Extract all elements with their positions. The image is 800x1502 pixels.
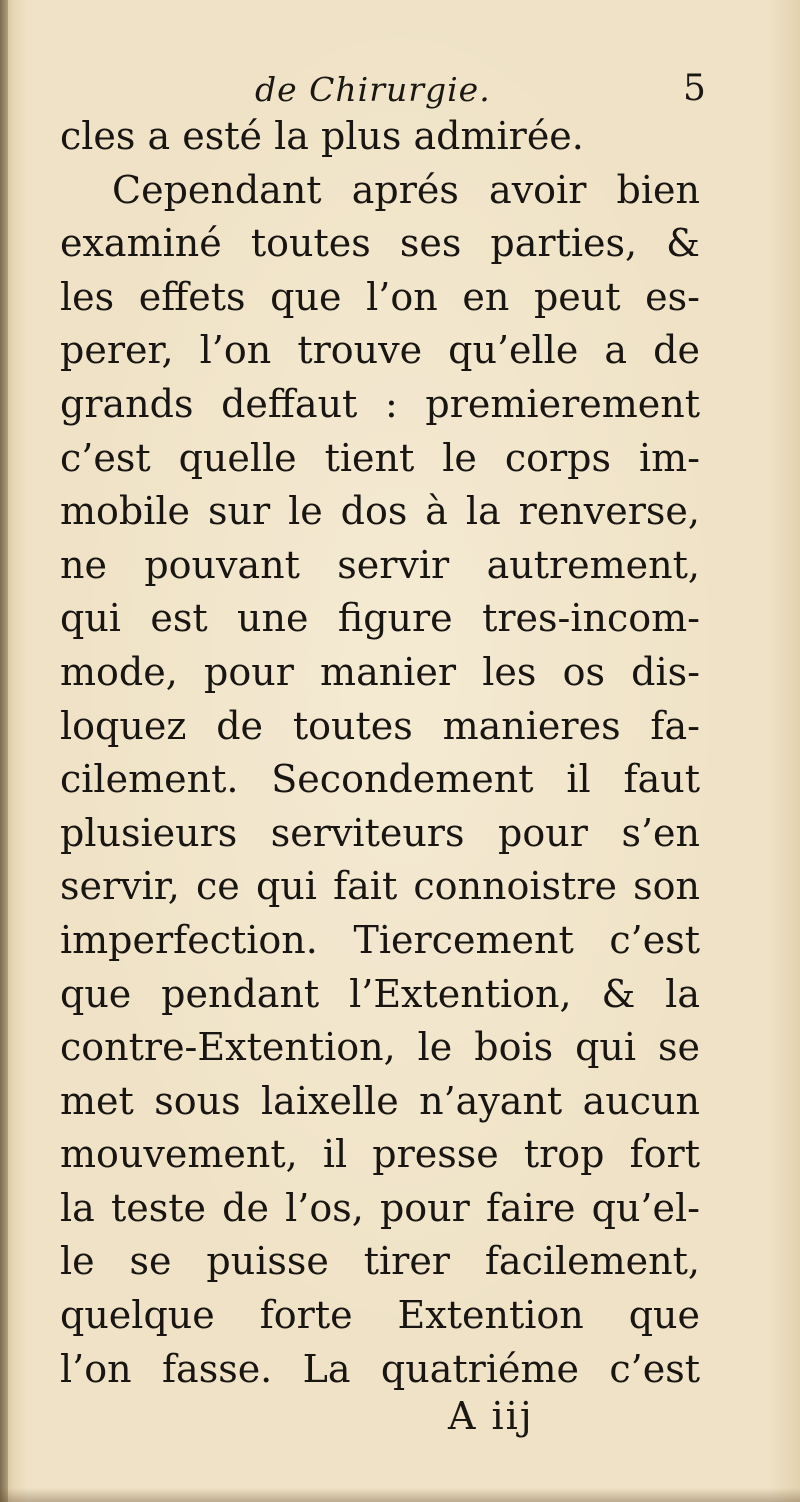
body-text [60, 110, 700, 1396]
text-line: le se puisse tirer facilement, [60, 1239, 700, 1284]
text-line: que pendant l’Extention, & la [60, 971, 700, 1016]
text-line: mouvement, il presse trop fort [60, 1132, 700, 1177]
running-head: de Chirurgie. [255, 70, 491, 109]
text-line: c’est quelle tient le corps im- [60, 435, 700, 480]
page-binding-edge [0, 0, 8, 1502]
text-line: met sous laixelle n’ayant aucun [60, 1078, 700, 1123]
text-line: imperfection. Tiercement c’est [60, 917, 700, 962]
text-line: Cependant aprés avoir bien [112, 167, 700, 212]
text-line: grands deffaut : premierement [60, 381, 700, 426]
page-number: 5 [683, 68, 706, 109]
signature-mark: A iij [448, 1394, 534, 1438]
text-line: plusieurs serviteurs pour s’en [60, 810, 700, 855]
text-line: mode, pour manier les os dis- [60, 649, 700, 694]
text-line: ne pouvant servir autrement, [60, 542, 700, 587]
text-line: cilement. Secondement il faut [60, 757, 700, 802]
text-line: contre-Extention, le bois qui se [60, 1025, 700, 1070]
text-line: loquez de toutes manieres fa- [60, 703, 700, 748]
text-line: quelque forte Extention que [60, 1293, 700, 1338]
text-line: examiné toutes ses parties, & [60, 221, 700, 266]
text-line: la teste de l’os, pour faire qu’el- [60, 1185, 700, 1230]
text-line: qui est une figure tres-incom- [60, 596, 700, 641]
page-bottom-edge [0, 1488, 800, 1502]
text-line: l’on fasse. La quatriéme c’est [60, 1346, 700, 1391]
text-line: perer, l’on trouve qu’elle a de [60, 328, 700, 373]
text-line: les effets que l’on en peut es- [60, 274, 700, 319]
text-line: mobile sur le dos à la renverse, [60, 489, 700, 534]
text-line: cles a esté la plus admirée. [60, 114, 584, 158]
text-line: servir, ce qui fait connoistre son [60, 864, 700, 909]
